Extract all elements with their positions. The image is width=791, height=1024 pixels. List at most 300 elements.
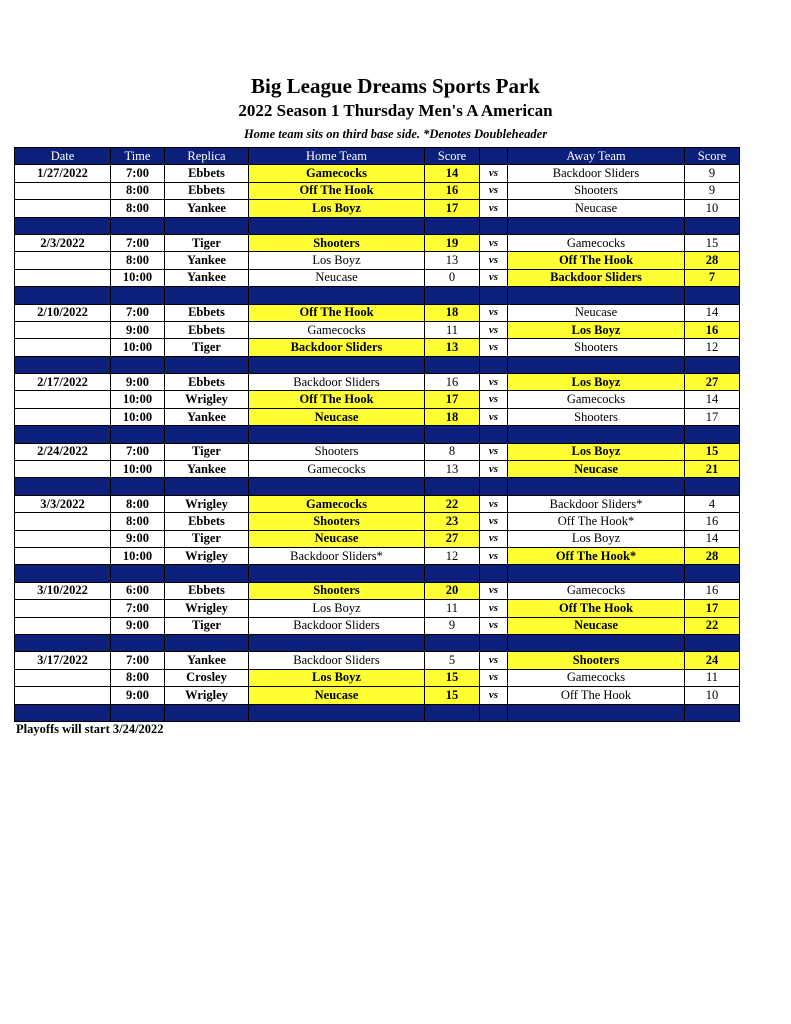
game-time: 7:00 bbox=[111, 600, 165, 617]
game-date bbox=[15, 200, 111, 217]
game-replica: Crosley bbox=[165, 669, 249, 686]
game-replica: Wrigley bbox=[165, 687, 249, 704]
game-replica: Ebbets bbox=[165, 304, 249, 321]
separator-cell bbox=[685, 704, 740, 721]
game-time: 6:00 bbox=[111, 582, 165, 599]
home-team: Los Boyz bbox=[249, 669, 425, 686]
table-row bbox=[15, 391, 740, 408]
col-header-away-team: Away Team bbox=[508, 148, 685, 165]
vs-label: vs bbox=[480, 304, 508, 321]
away-team: Los Boyz bbox=[508, 321, 685, 338]
home-score: 0 bbox=[425, 269, 480, 286]
home-score: 15 bbox=[425, 669, 480, 686]
away-score: 28 bbox=[685, 547, 740, 564]
home-score: 9 bbox=[425, 617, 480, 634]
game-date bbox=[15, 617, 111, 634]
week-separator-row bbox=[15, 565, 740, 582]
separator-cell bbox=[111, 217, 165, 234]
game-replica: Yankee bbox=[165, 408, 249, 425]
separator-cell bbox=[15, 217, 111, 234]
vs-label: vs bbox=[480, 374, 508, 391]
game-replica: Yankee bbox=[165, 461, 249, 478]
game-time: 10:00 bbox=[111, 269, 165, 286]
game-replica: Ebbets bbox=[165, 374, 249, 391]
separator-cell bbox=[508, 478, 685, 495]
game-time: 9:00 bbox=[111, 374, 165, 391]
home-team: Off The Hook bbox=[249, 304, 425, 321]
vs-label: vs bbox=[480, 391, 508, 408]
game-replica: Tiger bbox=[165, 234, 249, 251]
away-score: 9 bbox=[685, 165, 740, 182]
separator-cell bbox=[480, 478, 508, 495]
home-score: 15 bbox=[425, 687, 480, 704]
home-score: 11 bbox=[425, 600, 480, 617]
game-date: 2/10/2022 bbox=[15, 304, 111, 321]
away-score: 24 bbox=[685, 652, 740, 669]
table-row bbox=[15, 547, 740, 564]
away-score: 15 bbox=[685, 234, 740, 251]
game-time: 8:00 bbox=[111, 200, 165, 217]
separator-cell bbox=[685, 565, 740, 582]
table-row bbox=[15, 408, 740, 425]
separator-cell bbox=[249, 634, 425, 651]
home-team: Shooters bbox=[249, 234, 425, 251]
home-score: 8 bbox=[425, 443, 480, 460]
game-replica: Wrigley bbox=[165, 600, 249, 617]
away-team: Shooters bbox=[508, 182, 685, 199]
separator-cell bbox=[165, 356, 249, 373]
vs-label: vs bbox=[480, 321, 508, 338]
page-title: Big League Dreams Sports Park bbox=[251, 74, 540, 98]
away-team: Los Boyz bbox=[508, 374, 685, 391]
away-score: 16 bbox=[685, 321, 740, 338]
game-replica: Tiger bbox=[165, 443, 249, 460]
separator-cell bbox=[111, 634, 165, 651]
table-row bbox=[15, 339, 740, 356]
vs-label: vs bbox=[480, 513, 508, 530]
vs-label: vs bbox=[480, 582, 508, 599]
week-separator-row bbox=[15, 287, 740, 304]
separator-cell bbox=[425, 356, 480, 373]
separator-cell bbox=[165, 565, 249, 582]
away-score: 17 bbox=[685, 408, 740, 425]
away-score: 9 bbox=[685, 182, 740, 199]
separator-cell bbox=[249, 426, 425, 443]
away-score: 15 bbox=[685, 443, 740, 460]
separator-cell bbox=[15, 426, 111, 443]
home-team: Los Boyz bbox=[249, 200, 425, 217]
away-score: 4 bbox=[685, 495, 740, 512]
game-date bbox=[15, 461, 111, 478]
game-date bbox=[15, 513, 111, 530]
home-score: 5 bbox=[425, 652, 480, 669]
away-score: 10 bbox=[685, 687, 740, 704]
separator-cell bbox=[249, 356, 425, 373]
vs-label: vs bbox=[480, 408, 508, 425]
game-time: 7:00 bbox=[111, 304, 165, 321]
separator-cell bbox=[111, 356, 165, 373]
away-score: 28 bbox=[685, 252, 740, 269]
game-time: 7:00 bbox=[111, 234, 165, 251]
separator-cell bbox=[425, 704, 480, 721]
game-replica: Ebbets bbox=[165, 513, 249, 530]
table-row bbox=[15, 252, 740, 269]
game-date bbox=[15, 269, 111, 286]
game-date bbox=[15, 600, 111, 617]
game-replica: Ebbets bbox=[165, 582, 249, 599]
away-score: 16 bbox=[685, 513, 740, 530]
separator-cell bbox=[685, 217, 740, 234]
home-score: 27 bbox=[425, 530, 480, 547]
game-time: 8:00 bbox=[111, 252, 165, 269]
away-team: Gamecocks bbox=[508, 669, 685, 686]
game-time: 9:00 bbox=[111, 617, 165, 634]
table-row bbox=[15, 582, 740, 599]
vs-label: vs bbox=[480, 600, 508, 617]
separator-cell bbox=[685, 287, 740, 304]
separator-cell bbox=[508, 634, 685, 651]
separator-cell bbox=[508, 287, 685, 304]
home-score: 13 bbox=[425, 252, 480, 269]
home-team: Shooters bbox=[249, 582, 425, 599]
col-header-away-score: Score bbox=[685, 148, 740, 165]
home-score: 11 bbox=[425, 321, 480, 338]
separator-cell bbox=[249, 565, 425, 582]
table-row bbox=[15, 269, 740, 286]
away-score: 7 bbox=[685, 269, 740, 286]
separator-cell bbox=[508, 356, 685, 373]
home-score: 20 bbox=[425, 582, 480, 599]
game-time: 10:00 bbox=[111, 461, 165, 478]
game-time: 10:00 bbox=[111, 547, 165, 564]
home-score: 16 bbox=[425, 182, 480, 199]
game-date bbox=[15, 252, 111, 269]
week-separator-row bbox=[15, 217, 740, 234]
separator-cell bbox=[111, 478, 165, 495]
col-header-home-score: Score bbox=[425, 148, 480, 165]
table-row bbox=[15, 461, 740, 478]
game-date bbox=[15, 530, 111, 547]
game-replica: Yankee bbox=[165, 252, 249, 269]
vs-label: vs bbox=[480, 339, 508, 356]
home-score: 13 bbox=[425, 339, 480, 356]
separator-cell bbox=[15, 704, 111, 721]
separator-cell bbox=[480, 704, 508, 721]
home-team: Off The Hook bbox=[249, 182, 425, 199]
vs-label: vs bbox=[480, 200, 508, 217]
away-score: 16 bbox=[685, 582, 740, 599]
away-team: Gamecocks bbox=[508, 582, 685, 599]
game-date bbox=[15, 391, 111, 408]
separator-cell bbox=[508, 565, 685, 582]
home-team: Backdoor Sliders* bbox=[249, 547, 425, 564]
week-separator-row bbox=[15, 634, 740, 651]
game-time: 7:00 bbox=[111, 165, 165, 182]
home-team: Backdoor Sliders bbox=[249, 374, 425, 391]
separator-cell bbox=[508, 704, 685, 721]
away-score: 21 bbox=[685, 461, 740, 478]
separator-cell bbox=[508, 426, 685, 443]
separator-cell bbox=[15, 634, 111, 651]
separator-cell bbox=[111, 287, 165, 304]
game-time: 9:00 bbox=[111, 687, 165, 704]
vs-label: vs bbox=[480, 182, 508, 199]
game-replica: Yankee bbox=[165, 269, 249, 286]
away-team: Los Boyz bbox=[508, 443, 685, 460]
game-time: 7:00 bbox=[111, 443, 165, 460]
separator-cell bbox=[165, 426, 249, 443]
separator-cell bbox=[15, 287, 111, 304]
away-team: Shooters bbox=[508, 408, 685, 425]
away-team: Off The Hook bbox=[508, 600, 685, 617]
game-replica: Wrigley bbox=[165, 495, 249, 512]
home-score: 17 bbox=[425, 391, 480, 408]
week-separator-row bbox=[15, 704, 740, 721]
home-score: 17 bbox=[425, 200, 480, 217]
away-team: Neucase bbox=[508, 617, 685, 634]
game-time: 9:00 bbox=[111, 321, 165, 338]
away-team: Shooters bbox=[508, 339, 685, 356]
separator-cell bbox=[165, 634, 249, 651]
col-header-date: Date bbox=[15, 148, 111, 165]
away-score: 12 bbox=[685, 339, 740, 356]
separator-cell bbox=[425, 287, 480, 304]
game-time: 10:00 bbox=[111, 391, 165, 408]
doubleheader-note: Home team sits on third base side. *Denotes Doubleheader bbox=[243, 127, 548, 141]
vs-label: vs bbox=[480, 269, 508, 286]
table-row bbox=[15, 669, 740, 686]
home-team: Neucase bbox=[249, 687, 425, 704]
game-date bbox=[15, 669, 111, 686]
away-team: Backdoor Sliders bbox=[508, 165, 685, 182]
separator-cell bbox=[480, 426, 508, 443]
table-row bbox=[15, 600, 740, 617]
separator-cell bbox=[165, 287, 249, 304]
home-score: 12 bbox=[425, 547, 480, 564]
away-team: Off The Hook bbox=[508, 252, 685, 269]
game-date bbox=[15, 687, 111, 704]
vs-label: vs bbox=[480, 617, 508, 634]
table-row bbox=[15, 687, 740, 704]
col-header-time: Time bbox=[111, 148, 165, 165]
home-score: 18 bbox=[425, 408, 480, 425]
vs-label: vs bbox=[480, 687, 508, 704]
separator-cell bbox=[15, 565, 111, 582]
game-time: 10:00 bbox=[111, 339, 165, 356]
game-date: 1/27/2022 bbox=[15, 165, 111, 182]
separator-cell bbox=[15, 478, 111, 495]
table-row bbox=[15, 530, 740, 547]
week-separator-row bbox=[15, 356, 740, 373]
separator-cell bbox=[249, 217, 425, 234]
home-team: Off The Hook bbox=[249, 391, 425, 408]
vs-label: vs bbox=[480, 652, 508, 669]
table-row bbox=[15, 513, 740, 530]
separator-cell bbox=[111, 426, 165, 443]
vs-label: vs bbox=[480, 443, 508, 460]
home-team: Gamecocks bbox=[249, 321, 425, 338]
vs-label: vs bbox=[480, 495, 508, 512]
home-team: Shooters bbox=[249, 513, 425, 530]
away-team: Backdoor Sliders* bbox=[508, 495, 685, 512]
separator-cell bbox=[685, 426, 740, 443]
away-team: Neucase bbox=[508, 304, 685, 321]
game-date bbox=[15, 339, 111, 356]
separator-cell bbox=[425, 565, 480, 582]
away-score: 10 bbox=[685, 200, 740, 217]
home-team: Los Boyz bbox=[249, 600, 425, 617]
vs-label: vs bbox=[480, 252, 508, 269]
separator-cell bbox=[685, 634, 740, 651]
home-team: Shooters bbox=[249, 443, 425, 460]
separator-cell bbox=[165, 217, 249, 234]
game-date: 3/17/2022 bbox=[15, 652, 111, 669]
home-score: 23 bbox=[425, 513, 480, 530]
home-team: Backdoor Sliders bbox=[249, 339, 425, 356]
away-team: Neucase bbox=[508, 200, 685, 217]
game-replica: Wrigley bbox=[165, 391, 249, 408]
separator-cell bbox=[165, 478, 249, 495]
table-row bbox=[15, 234, 740, 251]
separator-cell bbox=[480, 356, 508, 373]
game-time: 8:00 bbox=[111, 513, 165, 530]
home-score: 22 bbox=[425, 495, 480, 512]
col-header-home-team: Home Team bbox=[249, 148, 425, 165]
away-team: Off The Hook bbox=[508, 687, 685, 704]
game-date: 2/24/2022 bbox=[15, 443, 111, 460]
separator-cell bbox=[165, 704, 249, 721]
game-date bbox=[15, 547, 111, 564]
separator-cell bbox=[480, 287, 508, 304]
away-score: 14 bbox=[685, 530, 740, 547]
separator-cell bbox=[685, 356, 740, 373]
game-replica: Wrigley bbox=[165, 547, 249, 564]
table-header-row bbox=[15, 148, 740, 165]
separator-cell bbox=[249, 704, 425, 721]
separator-cell bbox=[508, 217, 685, 234]
game-time: 8:00 bbox=[111, 182, 165, 199]
vs-label: vs bbox=[480, 547, 508, 564]
away-score: 27 bbox=[685, 374, 740, 391]
away-team: Los Boyz bbox=[508, 530, 685, 547]
vs-label: vs bbox=[480, 165, 508, 182]
game-replica: Ebbets bbox=[165, 321, 249, 338]
separator-cell bbox=[111, 565, 165, 582]
away-team: Gamecocks bbox=[508, 234, 685, 251]
home-team: Backdoor Sliders bbox=[249, 617, 425, 634]
game-date bbox=[15, 182, 111, 199]
away-score: 14 bbox=[685, 304, 740, 321]
away-score: 14 bbox=[685, 391, 740, 408]
week-separator-row bbox=[15, 426, 740, 443]
away-score: 17 bbox=[685, 600, 740, 617]
home-team: Gamecocks bbox=[249, 461, 425, 478]
separator-cell bbox=[15, 356, 111, 373]
game-date: 3/10/2022 bbox=[15, 582, 111, 599]
table-row bbox=[15, 200, 740, 217]
separator-cell bbox=[480, 634, 508, 651]
home-team: Neucase bbox=[249, 408, 425, 425]
game-date bbox=[15, 408, 111, 425]
table-row bbox=[15, 652, 740, 669]
schedule-table bbox=[14, 147, 740, 722]
home-team: Neucase bbox=[249, 530, 425, 547]
away-team: Gamecocks bbox=[508, 391, 685, 408]
game-time: 10:00 bbox=[111, 408, 165, 425]
game-date: 2/3/2022 bbox=[15, 234, 111, 251]
game-replica: Yankee bbox=[165, 200, 249, 217]
game-replica: Ebbets bbox=[165, 182, 249, 199]
separator-cell bbox=[425, 217, 480, 234]
page-subtitle: 2022 Season 1 Thursday Men's A American bbox=[238, 101, 553, 120]
table-row bbox=[15, 495, 740, 512]
vs-label: vs bbox=[480, 530, 508, 547]
home-score: 18 bbox=[425, 304, 480, 321]
home-team: Los Boyz bbox=[249, 252, 425, 269]
table-row bbox=[15, 304, 740, 321]
game-date bbox=[15, 321, 111, 338]
away-score: 11 bbox=[685, 669, 740, 686]
vs-label: vs bbox=[480, 461, 508, 478]
away-team: Off The Hook* bbox=[508, 513, 685, 530]
table-row bbox=[15, 443, 740, 460]
separator-cell bbox=[249, 478, 425, 495]
separator-cell bbox=[425, 478, 480, 495]
game-time: 7:00 bbox=[111, 652, 165, 669]
away-team: Shooters bbox=[508, 652, 685, 669]
separator-cell bbox=[249, 287, 425, 304]
table-row bbox=[15, 374, 740, 391]
table-row bbox=[15, 165, 740, 182]
game-replica: Ebbets bbox=[165, 165, 249, 182]
separator-cell bbox=[111, 704, 165, 721]
col-header-vs bbox=[480, 148, 508, 165]
table-row bbox=[15, 182, 740, 199]
home-score: 14 bbox=[425, 165, 480, 182]
table-row bbox=[15, 321, 740, 338]
home-score: 13 bbox=[425, 461, 480, 478]
week-separator-row bbox=[15, 478, 740, 495]
game-replica: Tiger bbox=[165, 530, 249, 547]
game-time: 8:00 bbox=[111, 495, 165, 512]
home-score: 16 bbox=[425, 374, 480, 391]
away-team: Backdoor Sliders bbox=[508, 269, 685, 286]
away-team: Off The Hook* bbox=[508, 547, 685, 564]
away-team: Neucase bbox=[508, 461, 685, 478]
game-date: 3/3/2022 bbox=[15, 495, 111, 512]
vs-label: vs bbox=[480, 234, 508, 251]
separator-cell bbox=[685, 478, 740, 495]
home-team: Gamecocks bbox=[249, 495, 425, 512]
game-date: 2/17/2022 bbox=[15, 374, 111, 391]
separator-cell bbox=[425, 634, 480, 651]
game-replica: Tiger bbox=[165, 617, 249, 634]
game-replica: Tiger bbox=[165, 339, 249, 356]
col-header-replica: Replica bbox=[165, 148, 249, 165]
schedule-body bbox=[15, 165, 740, 722]
home-team: Neucase bbox=[249, 269, 425, 286]
game-replica: Yankee bbox=[165, 652, 249, 669]
home-score: 19 bbox=[425, 234, 480, 251]
table-row bbox=[15, 617, 740, 634]
separator-cell bbox=[425, 426, 480, 443]
home-team: Backdoor Sliders bbox=[249, 652, 425, 669]
home-team: Gamecocks bbox=[249, 165, 425, 182]
playoffs-footer: Playoffs will start 3/24/2022 bbox=[16, 722, 164, 736]
away-score: 22 bbox=[685, 617, 740, 634]
separator-cell bbox=[480, 565, 508, 582]
game-time: 9:00 bbox=[111, 530, 165, 547]
